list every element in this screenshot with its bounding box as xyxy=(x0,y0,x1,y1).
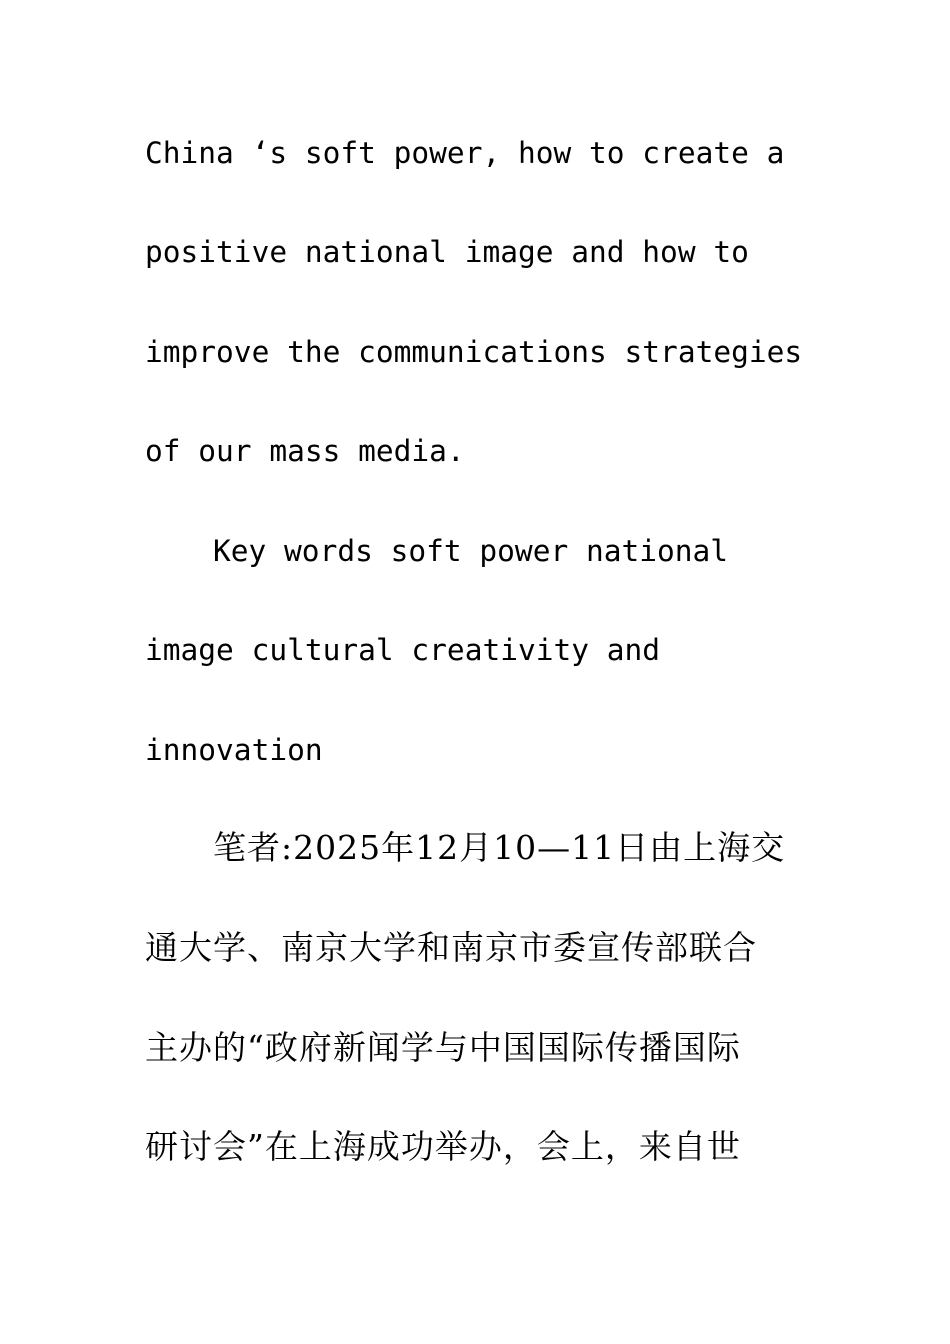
body-paragraph-line-1: 笔者:2025年12月10—11日由上海交 xyxy=(213,828,786,867)
body-paragraph-line-4: 研讨会”在上海成功举办，会上，来自世 xyxy=(145,1127,741,1166)
abstract-line-1: China ‘s soft power, how to create a xyxy=(145,136,785,170)
body-paragraph-line-2: 通大学、南京大学和南京市委宣传部联合 xyxy=(145,928,757,967)
keywords-line-2: image cultural creativity and xyxy=(145,633,661,667)
abstract-line-3: improve the communications strategies xyxy=(145,335,803,369)
body-paragraph-line-3: 主办的“政府新闻学与中国国际传播国际 xyxy=(145,1028,741,1067)
keywords-line-1: Key words soft power national xyxy=(213,534,729,568)
keywords-line-3: innovation xyxy=(145,733,323,767)
abstract-line-2: positive national image and how to xyxy=(145,235,749,269)
abstract-line-4: of our mass media. xyxy=(145,434,465,468)
